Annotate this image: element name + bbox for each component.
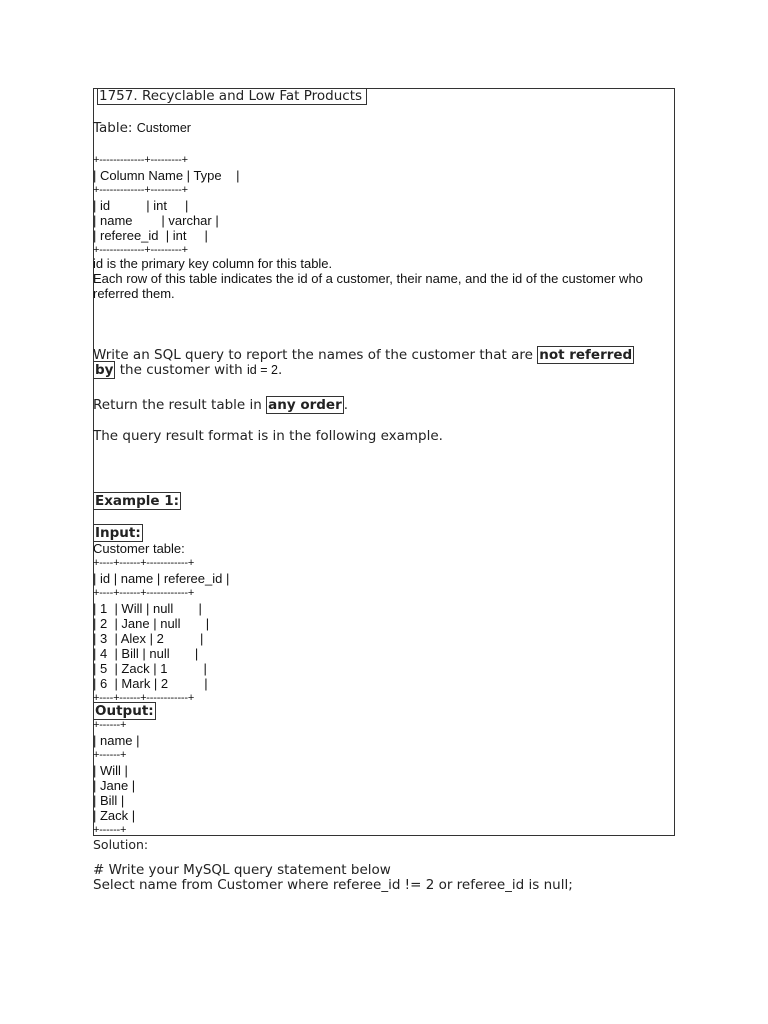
output-line: +------+ (93, 824, 127, 836)
query-statement (93, 348, 634, 378)
schema-line: +-------------+---------+ (93, 154, 188, 166)
output-line: +------+ (93, 719, 127, 731)
description-line: Each row of this table indicates the id of a customer, their name, and the id of the customer who (93, 271, 643, 286)
input-table (93, 556, 229, 706)
query-code: id = 2 (247, 363, 278, 377)
output-line: | Jane | (93, 778, 136, 793)
input-line: | 3 | Alex | 2 | (93, 631, 204, 646)
return-statement (93, 397, 348, 413)
table-label: Table: (93, 120, 133, 136)
input-line: | 4 | Bill | null | (93, 646, 199, 661)
output-line: +------+ (93, 749, 127, 761)
output-label: Output: (95, 703, 154, 719)
not-referred-emphasis: not referred (539, 347, 633, 363)
schema-line: | Column Name | Type | (93, 168, 240, 183)
return-period: . (343, 397, 349, 413)
input-line: +----+------+------------+ (93, 587, 195, 599)
table-heading (93, 120, 191, 136)
example-label: Example 1: (95, 493, 180, 509)
input-line: | 5 | Zack | 1 | (93, 661, 207, 676)
any-order-emphasis: any order (268, 397, 342, 413)
input-heading (93, 525, 143, 541)
input-line: +----+------+------------+ (93, 557, 195, 569)
schema-line: +-------------+---------+ (93, 184, 188, 196)
schema-line: +-------------+---------+ (93, 244, 188, 256)
description-line: id is the primary key column for this table. (93, 256, 333, 271)
code-query: Select name from Customer where referee_id != 2 or referee_id is null; (93, 877, 573, 893)
schema-line: | id | int | (93, 198, 189, 213)
query-period: . (277, 362, 283, 378)
output-line: | Will | (93, 763, 128, 778)
code-comment: # Write your MySQL query statement below (93, 862, 391, 878)
schema-line: | name | varchar | (93, 213, 219, 228)
output-heading (93, 703, 156, 719)
input-line: | 1 | Will | null | (93, 601, 202, 616)
query-prefix: Write an SQL query to report the names of the customer that are (93, 347, 538, 363)
solution-code (93, 863, 573, 893)
return-prefix: Return the result table in (93, 397, 267, 413)
customer-table-label: Customer table: (93, 541, 185, 556)
problem-title: 1757. Recyclable and Low Fat Products (97, 88, 367, 105)
output-line: | name | (93, 733, 140, 748)
input-line: +----+------+------------+ (93, 692, 195, 704)
input-line: | 6 | Mark | 2 | (93, 676, 208, 691)
solution-label: Solution: (93, 837, 149, 852)
schema-line: | referee_id | int | (93, 228, 208, 243)
input-label: Input: (95, 525, 141, 541)
schema-table (93, 153, 239, 258)
output-line: | Zack | (93, 808, 136, 823)
input-line: | 2 | Jane | null | (93, 616, 210, 631)
description-line: referred them. (93, 286, 175, 301)
example-heading (93, 493, 181, 509)
by-emphasis: by (95, 362, 114, 378)
table-name: Customer (136, 121, 191, 135)
output-table (93, 718, 140, 838)
format-statement: The query result format is in the following example. (93, 428, 443, 444)
input-line: | id | name | referee_id | (93, 571, 230, 586)
table-description (93, 256, 643, 301)
query-suffix: the customer with (115, 362, 248, 378)
output-line: | Bill | (93, 793, 125, 808)
